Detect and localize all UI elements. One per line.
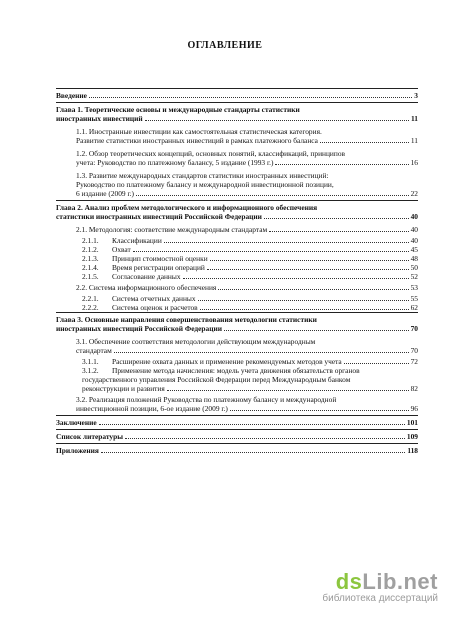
toc-page-number: 50 [410, 263, 418, 272]
toc-page-number: 118 [407, 446, 418, 455]
toc-section-entry[interactable] [56, 169, 418, 200]
toc-entry-number: 2.1.3. [82, 254, 99, 263]
toc-entry-text: Приложения [56, 446, 99, 455]
toc-leader-dots [101, 452, 405, 453]
toc-entry-text: Принцип стоимостной оценки [112, 254, 208, 263]
dslib-logo: dsLib.net [335, 569, 438, 594]
toc-entry-text: 1.1. Иностранные инвестиции как самостоятельная статистическая категория. [76, 127, 322, 136]
toc-entry-text: Глава 2. Анализ проблем методологического и информационного обеспечения [56, 203, 318, 212]
toc-page-number: 70 [410, 324, 418, 333]
toc-leader-dots [320, 142, 409, 143]
toc-chapter-entry[interactable] [56, 103, 418, 125]
toc-leader-dots [218, 289, 408, 290]
toc-entry-number: 2.1.5. [82, 272, 99, 281]
toc-entry-text: Глава 1. Теоретические основы и международные стандарты статистики [56, 105, 300, 114]
toc-subsection-entry[interactable] [56, 236, 418, 245]
toc-subsection-entry[interactable] [56, 294, 418, 303]
toc-entry-text: государственного управления Российской Федерации перед Международным банком [82, 375, 351, 384]
toc-entry-text: 2.1. Методология: соответствие международным стандартам [76, 225, 268, 234]
toc-entry-text: Заключение [56, 418, 97, 427]
toc-page-number: 48 [410, 254, 418, 263]
dslib-watermark [322, 569, 438, 604]
toc-leader-dots [125, 438, 405, 439]
toc-chapter-entry[interactable] [56, 416, 418, 429]
toc-chapter-entry[interactable] [56, 444, 418, 457]
toc-entry-text: Развитие статистики иностранных инвестиций в рамках платежного баланса [76, 136, 318, 145]
toc-leader-dots [164, 242, 409, 243]
toc-leader-dots [264, 218, 409, 219]
toc-page-number: 40 [410, 212, 418, 221]
toc-section-entry[interactable] [56, 125, 418, 147]
toc-entry-text: Глава 3. Основные направления совершенствования методологии статистики [56, 315, 317, 324]
toc-entry-text: 1.3. Развитие международных стандартов статистики иностранных инвестиций: [76, 171, 329, 180]
dslib-subtitle: библиотека диссертаций [322, 593, 438, 604]
toc-leader-dots [344, 363, 409, 364]
toc-page-number: 96 [410, 404, 418, 413]
toc-leader-dots [133, 251, 409, 252]
toc-leader-dots [114, 352, 409, 353]
toc-leader-dots [145, 120, 409, 121]
toc-entry-text: стандартам [76, 346, 112, 355]
toc-section-entry[interactable] [56, 147, 418, 169]
toc-subsection-entry[interactable] [56, 263, 418, 272]
toc-entry-text: Руководство по платежному балансу и международной инвестиционной позиции, [76, 180, 334, 189]
toc-entry-number: 2.1.1. [82, 236, 99, 245]
toc-leader-dots [230, 410, 409, 411]
toc-entry-text: 2.2. Система информационного обеспечения [76, 283, 217, 292]
toc-entry-number: 2.1.4. [82, 263, 99, 272]
toc-section-entry[interactable] [56, 281, 418, 294]
toc-page-number: 16 [410, 158, 418, 167]
toc-entry-text: 6 издание (2009 г.) [76, 189, 134, 198]
toc-entry-number: 2.2.1. [82, 294, 99, 303]
toc-page-number: 52 [410, 272, 418, 281]
toc-leader-dots [167, 390, 409, 391]
toc-page-number: 40 [410, 236, 418, 245]
toc-entry-number: 3.1.2. [82, 366, 99, 375]
toc-page-number: 45 [410, 245, 418, 254]
toc-leader-dots [275, 164, 408, 165]
toc-chapter-entry[interactable] [56, 430, 418, 443]
toc-page-number: 40 [410, 225, 418, 234]
toc-entry-text: Расширение охвата данных и применение рекомендуемых методов учета [112, 357, 342, 366]
table-of-contents [56, 88, 418, 457]
toc-leader-dots [210, 260, 409, 261]
toc-section-entry[interactable] [56, 223, 418, 236]
toc-leader-dots [200, 309, 409, 310]
toc-page-number: 82 [410, 384, 418, 393]
toc-subsection-entry[interactable] [56, 357, 418, 366]
toc-entry-text: статистики иностранных инвестиций Российской Федерации [56, 212, 262, 221]
toc-entry-text: реконструкции и развития [82, 384, 165, 393]
toc-subsection-entry[interactable] [56, 366, 418, 393]
toc-subsection-entry[interactable] [56, 272, 418, 281]
toc-leader-dots [89, 97, 412, 98]
toc-page-number: 72 [410, 357, 418, 366]
toc-subsection-entry[interactable] [56, 303, 418, 312]
toc-page-number: 11 [411, 114, 418, 123]
toc-page-number: 55 [410, 294, 418, 303]
toc-leader-dots [136, 195, 409, 196]
toc-entry-text: Применение метода начисления: модель учета движения обязательств органов [112, 366, 360, 375]
toc-leader-dots [198, 300, 409, 301]
page-title: ОГЛАВЛЕНИЕ [187, 40, 263, 51]
toc-entry-text: инвестиционной позиции, 6-ое издание (2009 г.) [76, 404, 228, 413]
toc-section-entry[interactable] [56, 393, 418, 415]
toc-page-number: 101 [406, 418, 418, 427]
toc-entry-text: Список литературы [56, 432, 123, 441]
toc-entry-text: Система отчетных данных [112, 294, 196, 303]
toc-entry-text: 3.1. Обеспечение соответствия методологии действующим международным [76, 337, 316, 346]
toc-chapter-entry[interactable] [56, 89, 418, 102]
toc-chapter-entry[interactable] [56, 201, 418, 223]
toc-page-number: 70 [410, 346, 418, 355]
toc-entry-number: 2.1.2. [82, 245, 99, 254]
toc-leader-dots [183, 278, 409, 279]
toc-subsection-entry[interactable] [56, 254, 418, 263]
toc-entry-text: 1.2. Обзор теоретических концепций, основных понятий, классификаций, принципов [76, 149, 346, 158]
toc-leader-dots [207, 269, 409, 270]
toc-entry-text: Охват [112, 245, 131, 254]
toc-entry-text: 3.2. Реализация положений Руководства по платежному балансу и международной [76, 395, 337, 404]
toc-page-number: 53 [410, 283, 418, 292]
toc-chapter-entry[interactable] [56, 313, 418, 335]
toc-page-number: 62 [410, 303, 418, 312]
toc-entry-text: Введение [56, 91, 87, 100]
toc-section-entry[interactable] [56, 335, 418, 357]
toc-leader-dots [224, 330, 409, 331]
toc-page-number: 109 [406, 432, 418, 441]
toc-entry-number: 3.1.1. [82, 357, 99, 366]
toc-entry-text: Классификации [112, 236, 162, 245]
toc-entry-number: 2.2.2. [82, 303, 99, 312]
toc-entry-text: Система оценок и расчетов [112, 303, 198, 312]
toc-entry-text: учета: Руководство по платежному балансу, 5 издание (1993 г.) [76, 158, 274, 167]
toc-entry-text: Согласование данных [112, 272, 181, 281]
toc-subsection-entry[interactable] [56, 245, 418, 254]
toc-leader-dots [269, 231, 408, 232]
toc-leader-dots [99, 424, 405, 425]
toc-entry-text: иностранных инвестиций Российской Федерации [56, 324, 222, 333]
toc-page-number: 22 [410, 189, 418, 198]
toc-entry-text: иностранных инвестиций [56, 114, 143, 123]
toc-page-number: 3 [414, 91, 418, 100]
toc-entry-text: Время регистрации операций [112, 263, 205, 272]
toc-page-number: 11 [410, 136, 418, 145]
